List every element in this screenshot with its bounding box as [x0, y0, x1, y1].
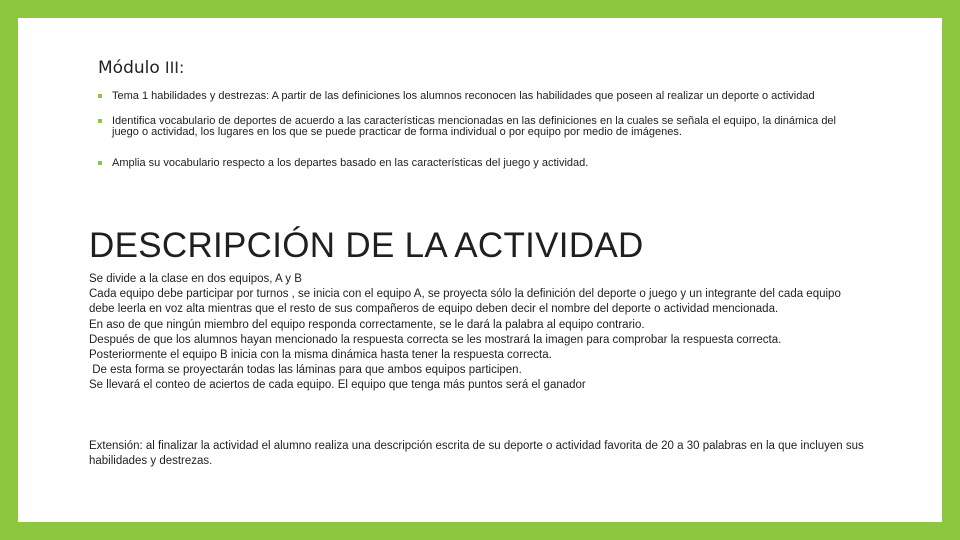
objective-text: Tema 1 habilidades y destrezas: A partir de las definiciones los alumnos reconocen las habilidades que poseen al realizar un deporte o actividad: [112, 90, 815, 102]
bullet-icon: [98, 94, 102, 98]
description-line: En aso de que ningún miembro del equipo responda correctamente, se le dará la palabra al equipo contrario.: [89, 318, 645, 331]
slide: [18, 18, 942, 522]
bullet-icon: [98, 161, 102, 165]
module-title: [98, 58, 184, 78]
description-line: Se llevará el conteo de aciertos de cada equipo. El equipo que tenga más puntos será el ganador: [89, 379, 586, 392]
activity-heading: DESCRIPCIÓN DE LA ACTIVIDAD: [89, 226, 644, 265]
objective-item: [98, 116, 858, 138]
objective-item: [98, 158, 858, 169]
objective-item: [98, 91, 858, 102]
bullet-icon: [98, 119, 102, 123]
description-line: Se divide a la clase en dos equipos, A y B: [89, 273, 302, 285]
description-line: Cada equipo debe participar por turnos , se inicia con el equipo A, se proyecta sólo la definición del deporte o juego y un integrante del cada equipo debe leerla en voz alta mientras que el resto de sus compañeros de equipo deben decir el nombre del deporte o actividad mencionada.: [89, 288, 841, 316]
objective-text: Identifica vocabulario de deportes de acuerdo a las características mencionadas en las definiciones en la cuales se señala el equipo, la dinámica del juego o actividad, los lugares en los que se puede practicar de forma individual o por equipo por medio de imágenes.: [112, 115, 836, 138]
description-line: De esta forma se proyectarán todas las láminas para que ambos equipos participen.: [89, 364, 522, 377]
activity-description: [89, 272, 859, 394]
description-line: Después de que los alumnos hayan mencionado la respuesta correcta se les mostrará la imagen para comprobar la respuesta correcta.: [89, 333, 782, 346]
module-title-number: III:: [159, 58, 185, 77]
description-line: Posteriormente el equipo B inicia con la misma dinámica hasta tener la respuesta correcta.: [89, 349, 552, 362]
objective-text: Amplia su vocabulario respecto a los departes basado en las características del juego y actividad.: [112, 157, 589, 169]
extension-text: Extensión: al finalizar la actividad el alumno realiza una descripción escrita de su deporte o actividad favorita de 20 a 30 palabras en la que incluyen sus habilidades y destrezas.: [89, 440, 864, 468]
module-title-bold: Módulo: [98, 58, 160, 78]
objectives-list: [98, 91, 858, 182]
